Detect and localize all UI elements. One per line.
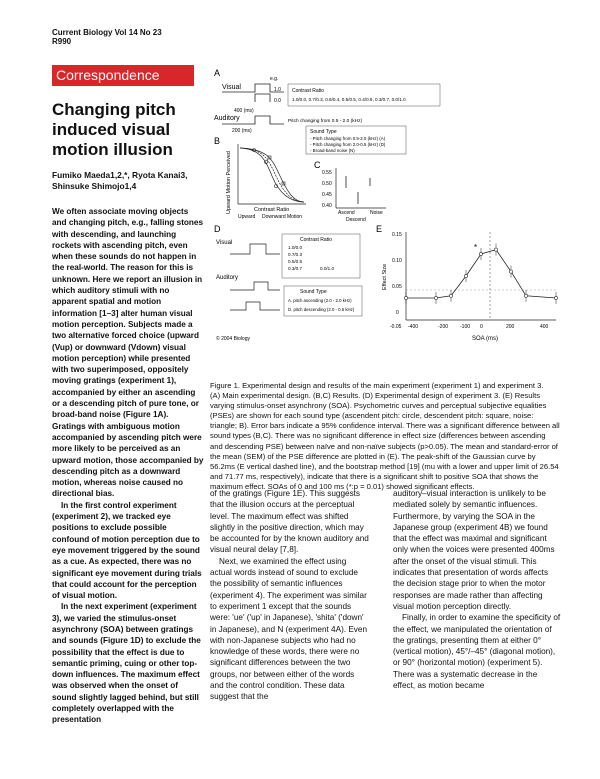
panel-e-xlabel: SOA (ms) bbox=[472, 336, 499, 342]
body-paragraph: In the next experiment (experiment 3), we varied the stimulus-onset asynchrony (SOA) between gratings and sounds (Figure 1D) to exclude the possibility that the effect is due to semantic priming, cuing or other top-down influences. The maximum effect was observed when the onset of sound slightly lagged behind, but still completely overlapped with the presentation bbox=[52, 602, 201, 725]
body-paragraph: Next, we examined the effect using actual words instead of sound to exclude the possibility of semantic influences (experiment 4). The experiment was similar to experiment 1 except that the sounds were: 'ue' ('up' in Japanese), 'shita' ('down' in Japanese), and N (experiment 4A). Even with non-Japanese subjects who had no knowledge of these words, there were no significant differences between the two groups, nor between either of the words and the control condition. These data suggest that the bbox=[210, 556, 368, 702]
panel-c-ytick: 0.45 bbox=[322, 192, 332, 198]
panel-d-contrast-row: 1.0/0.0 bbox=[288, 245, 303, 250]
panel-d-contrast-row: 0.3/0.7 bbox=[288, 266, 303, 271]
panel-d-visual-label: Visual bbox=[216, 240, 233, 246]
article-title bbox=[52, 100, 207, 160]
val-1-0: 1.0 bbox=[274, 87, 281, 93]
panel-e-ytick: 0.05 bbox=[392, 284, 402, 290]
data-point bbox=[464, 274, 467, 277]
panel-e-label: E bbox=[376, 224, 383, 234]
panel-b-x-left: Upward bbox=[238, 214, 256, 220]
contrast-ratio-values: 1.0/0.0, 0.7/0.3, 0.6/0.4, 0.5/0.5, 0.4/0.6, 0.3/0.7, 0.0/1.0 bbox=[292, 97, 406, 102]
panel-a-eg-label: e.g. bbox=[270, 76, 279, 82]
panel-a-auditory-label: Auditory bbox=[214, 115, 240, 122]
panel-c-ytick: 0.55 bbox=[322, 170, 332, 176]
body-paragraph: In the first control experiment (experiment 2), we tracked eye positions to exclude possible confound of motion perception due to eye movement triggered by the sound as a cue. As expected, there was no significant eye movement during trials that could account for the perception of visual motion. bbox=[52, 500, 202, 601]
panel-c-x-bottom: Descend bbox=[346, 217, 366, 223]
panel-e-xtick: 400 bbox=[540, 324, 549, 330]
panel-d-auditory-timeline-2 bbox=[230, 302, 280, 310]
panel-d-contrast-row: 0.5/0.5 bbox=[288, 259, 303, 264]
panel-e-ytick: -0.05 bbox=[390, 324, 402, 330]
panel-a-label: A bbox=[214, 68, 221, 78]
visual-timeline-2 bbox=[255, 94, 270, 102]
sound-type-item: - Broad-band noise (N) bbox=[310, 148, 355, 153]
title-line: motion illusion bbox=[52, 140, 173, 159]
panel-d-sound-type-item: A. pitch ascending (2.0 - 2.0 kHz) bbox=[288, 298, 352, 303]
sound-type-item: - Pitch changing from 2.0-0.5 (kHz) (D) bbox=[310, 142, 386, 147]
panel-c-x-left: Ascend bbox=[338, 210, 355, 216]
figure-caption bbox=[210, 381, 560, 492]
title-line: induced visual bbox=[52, 120, 171, 139]
panel-e-chart bbox=[376, 224, 558, 342]
body-paragraph: auditory–visual interaction is unlikely to be mediated solely by semantic influences. Furthermore, by varying the SOA in the Japanese group (experiment 4B) we found that the effect was maximal and significant only when the voices were presented 400ms after the onset of the visual stimuli. This indicates that presentation of words affects the decision stage prior to when the motor responses are made rather than affecting visual motion perception directly. bbox=[393, 489, 555, 611]
panel-e-ytick: 0.15 bbox=[392, 232, 402, 238]
data-point bbox=[449, 294, 452, 297]
panel-d-sound-type-title: Sound Type bbox=[300, 289, 327, 295]
panel-d-contrast-title: Contrast Ratio bbox=[300, 237, 332, 243]
data-point bbox=[404, 296, 407, 299]
author-line: Shinsuke Shimojo1,4 bbox=[52, 181, 137, 191]
data-point bbox=[434, 296, 437, 299]
psychometric-curve-noise bbox=[240, 148, 304, 202]
ms-200-label: 200 (ms) bbox=[232, 128, 252, 134]
panel-d-auditory-timeline bbox=[230, 282, 280, 290]
sound-type-title: Sound Type bbox=[310, 129, 337, 135]
sound-type-item: - Pitch changing from 0.5-2.0 (kHz) (A) bbox=[310, 136, 386, 141]
data-point bbox=[509, 270, 512, 273]
panel-e-xtick: 200 bbox=[506, 324, 515, 330]
panel-d-copyright: © 2004 Biology bbox=[216, 336, 250, 342]
panel-d-label: D bbox=[214, 224, 221, 234]
caption-lead: Figure 1. Experimental design and results of the main experiment (experiment 1) and experiment 3. bbox=[210, 381, 544, 390]
data-point bbox=[554, 296, 557, 299]
journal-name: Current Biology Vol 14 No 23 bbox=[52, 28, 162, 37]
panel-e-star: * bbox=[474, 243, 478, 252]
running-header bbox=[52, 28, 162, 46]
body-paragraph: Finally, in order to examine the specificity of the effect, we manipulated the orientation of the gratings, presenting them at either 0° (vertical motion), 45°/–45° (diagonal motion), or 90° (horizontal motion) (experiment 5). There was a systematic decrease in the effect, as motion became bbox=[393, 613, 561, 691]
title-line: Changing pitch bbox=[52, 100, 176, 119]
ms-400-label: 400 (ms) bbox=[234, 108, 254, 114]
column-1 bbox=[52, 206, 204, 726]
panel-b-x-right: Downward Motion bbox=[262, 214, 303, 220]
column-3 bbox=[393, 488, 561, 691]
val-0-0: 0.0 bbox=[274, 98, 281, 104]
body-paragraph: of the gratings (Figure 1E). This suggests that the illusion occurs at the perceptual level. The maximum effect was shifted slightly in the positive direction, which may be accounted for by the known auditory and visual neural delay [7,8]. bbox=[210, 489, 369, 555]
data-point bbox=[524, 294, 527, 297]
caption-body: (A) Main experimental design. (B,C) Results. (D) Experimental design of experiment 3. (E) Results varying stimulus-onset asynchrony (SOA). Psychometric curves and perceptual subjective equalities (PSEs) are shown for each sound type (ascendent pitch: circle, descendent pitch: square, noise: triangle; B). Error bars indicate a 95% confidence interval. There was a significant difference between all sound types (B,C). There was no significant difference in effect size (differences between ascending and descending PSE) between naïve and non-naïve subjects (p>0.05). The mean and standard-error of the mean (SEM) of the PSE difference are plotted in (E). The peak-shift of the Gaussian curve by 56.2ms (E vertical dashed line), and the bootstrap method [19] (mu with a lower and upper limit of 26.54 and 71.77 ms, respectively), indicate that there is a significant shift to positive SOA that shows the maximum effect. SOAs of 0 and 100 ms (*:p = 0.01) showed significant effects. bbox=[210, 391, 560, 491]
panel-d-sound-type-item: D. pitch descending (2.0 - 0.5 kHz) bbox=[288, 307, 355, 312]
author-line: Fumiko Maeda1,2,*, Ryota Kanai3, bbox=[52, 170, 188, 180]
abstract-paragraph: We often associate moving objects and changing pitch, e.g., falling stones with descending, and launching rockets with ascending pitch, even when these sounds do not happen in the real-world. The reason for this is unknown. Here we report an illusion in which auditory stimuli with no apparent spatial and motion information [1–3] alter human visual motion perception. Subjects made a two alternative forced choice (upward (Vup) or downward (Vdown) visual motion perception) while presented with two superimposed, oppositely moving gratings (experiment 1), accompanied by either an ascending or a descending pitch of pure tone, or broad-band noise (Figure 1A). Gratings with ambiguous motion accompanied by ascending pitch were more likely to be perceived as an upward motion, those accompanied by descending pitch as a downward motion, whereas noise caused no directional bias. bbox=[52, 207, 204, 499]
panel-e-xtick: -400 bbox=[408, 324, 419, 330]
figure-1 bbox=[210, 64, 565, 376]
panel-e-ytick: 0 bbox=[396, 310, 399, 316]
panel-a-visual-label: Visual bbox=[222, 84, 241, 91]
section-label: Correspondence bbox=[52, 65, 194, 86]
panel-d-contrast-row: 0.7/0.3 bbox=[288, 252, 303, 257]
column-2 bbox=[210, 488, 370, 703]
psychometric-curve-ascend bbox=[240, 148, 304, 202]
panel-e-ytick: 0.10 bbox=[392, 258, 402, 264]
panel-e-ylabel: Effect Size bbox=[382, 263, 388, 290]
panel-c-ytick: 0.40 bbox=[322, 203, 332, 209]
panel-b-label: B bbox=[214, 136, 221, 146]
author-list bbox=[52, 170, 212, 192]
data-point bbox=[479, 252, 482, 255]
psychometric-curve-descend bbox=[240, 148, 304, 202]
panel-c-label: C bbox=[314, 160, 321, 170]
panel-c-x-right: Noise bbox=[370, 210, 383, 216]
pitch-change-label: Pitch changing from 0.5 - 2.0 (kHz) bbox=[288, 119, 363, 124]
panel-d-visual-timeline bbox=[230, 244, 280, 254]
panel-e-xnote: -100 bbox=[460, 324, 471, 330]
page-number: R990 bbox=[52, 37, 72, 46]
panel-e-xtick: 0 bbox=[480, 324, 483, 330]
panel-c-ytick: 0.50 bbox=[322, 181, 332, 187]
panel-d-auditory-label: Auditory bbox=[216, 275, 239, 281]
contrast-ratio-title: Contrast Ratio bbox=[292, 88, 324, 94]
panel-b-xlabel: Contrast Ratio bbox=[254, 207, 290, 213]
panel-e-xtick: -200 bbox=[438, 324, 449, 330]
panel-d-contrast-row: 0.0/1.0 bbox=[320, 266, 335, 271]
data-point bbox=[494, 248, 497, 251]
panel-b-ylabel: Upward Motion Perceived bbox=[226, 151, 232, 214]
